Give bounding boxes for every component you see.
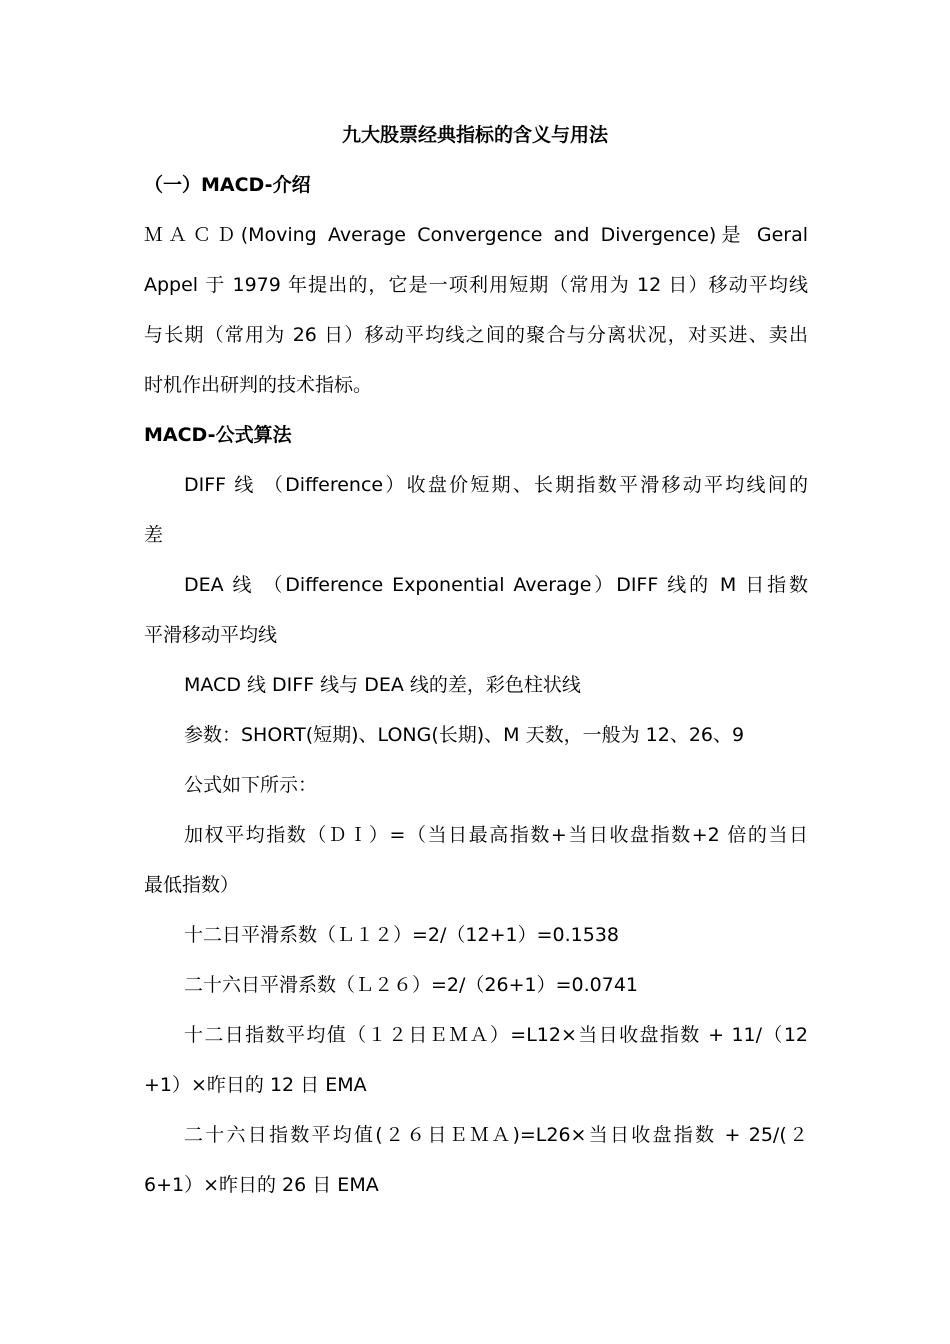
intro-paragraph-line-2: Appel 于 1979 年提出的，它是一项利用短期（常用为 12 日）移动平均线 [144,274,808,296]
ema12-line-1: 十二日指数平均值（１２日ＥＭＡ）=L12×当日收盘指数 + 11/（12 [184,1024,808,1046]
technical-indicator-link[interactable]: 技术指标 [277,374,353,398]
weighted-index-line-2: 最低指数） [144,874,240,896]
intro-paragraph-line-1: ＭＡＣＤ(Moving Average Convergence and Divergence)是 Geral [144,224,808,246]
parameters-line: 参数：SHORT(短期)、LONG(长期)、M 天数，一般为 12、26、9 [184,724,745,746]
weighted-index-line-1: 加权平均指数（ＤＩ）=（当日最高指数+当日收盘指数+2 倍的当日 [184,824,808,846]
intro-paragraph-line-4 [144,372,808,398]
diff-definition-line-2: 差 [144,524,164,546]
formula-intro-line: 公式如下所示： [184,774,318,796]
l12-coefficient-line: 十二日平滑系数（Ｌ１２）=2/（12+1）=0.1538 [184,924,619,946]
section-heading-macd-intro: （一）MACD-介绍 [144,174,311,196]
l26-coefficient-line: 二十六日平滑系数（Ｌ２６）=2/（26+1）=0.0741 [184,974,638,996]
ema26-line-1: 二十六日指数平均值(２６日ＥＭＡ)=L26×当日收盘指数 + 25/(２ [184,1124,808,1146]
ema12-line-2: +1）×昨日的 12 日 EMA [144,1074,367,1096]
intro-last-suffix: 。 [353,374,373,396]
dea-definition-line-1: DEA 线 （Difference Exponential Average）DIFF 线的 M 日指数 [184,574,808,596]
intro-last-prefix: 时机作出研判的 [144,374,278,396]
macd-definition-line: MACD 线 DIFF 线与 DEA 线的差，彩色柱状线 [184,674,581,696]
intro-paragraph-line-3: 与长期（常用为 26 日）移动平均线之间的聚合与分离状况，对买进、卖出 [144,324,808,346]
document-title: 九大股票经典指标的含义与用法 [341,124,608,146]
ema26-line-2: 6+1）×昨日的 26 日 EMA [144,1174,379,1196]
section-heading-formula: MACD-公式算法 [144,424,292,446]
diff-definition-line-1: DIFF 线 （Difference）收盘价短期、长期指数平滑移动平均线间的 [184,474,808,496]
dea-definition-line-2: 平滑移动平均线 [144,624,278,646]
